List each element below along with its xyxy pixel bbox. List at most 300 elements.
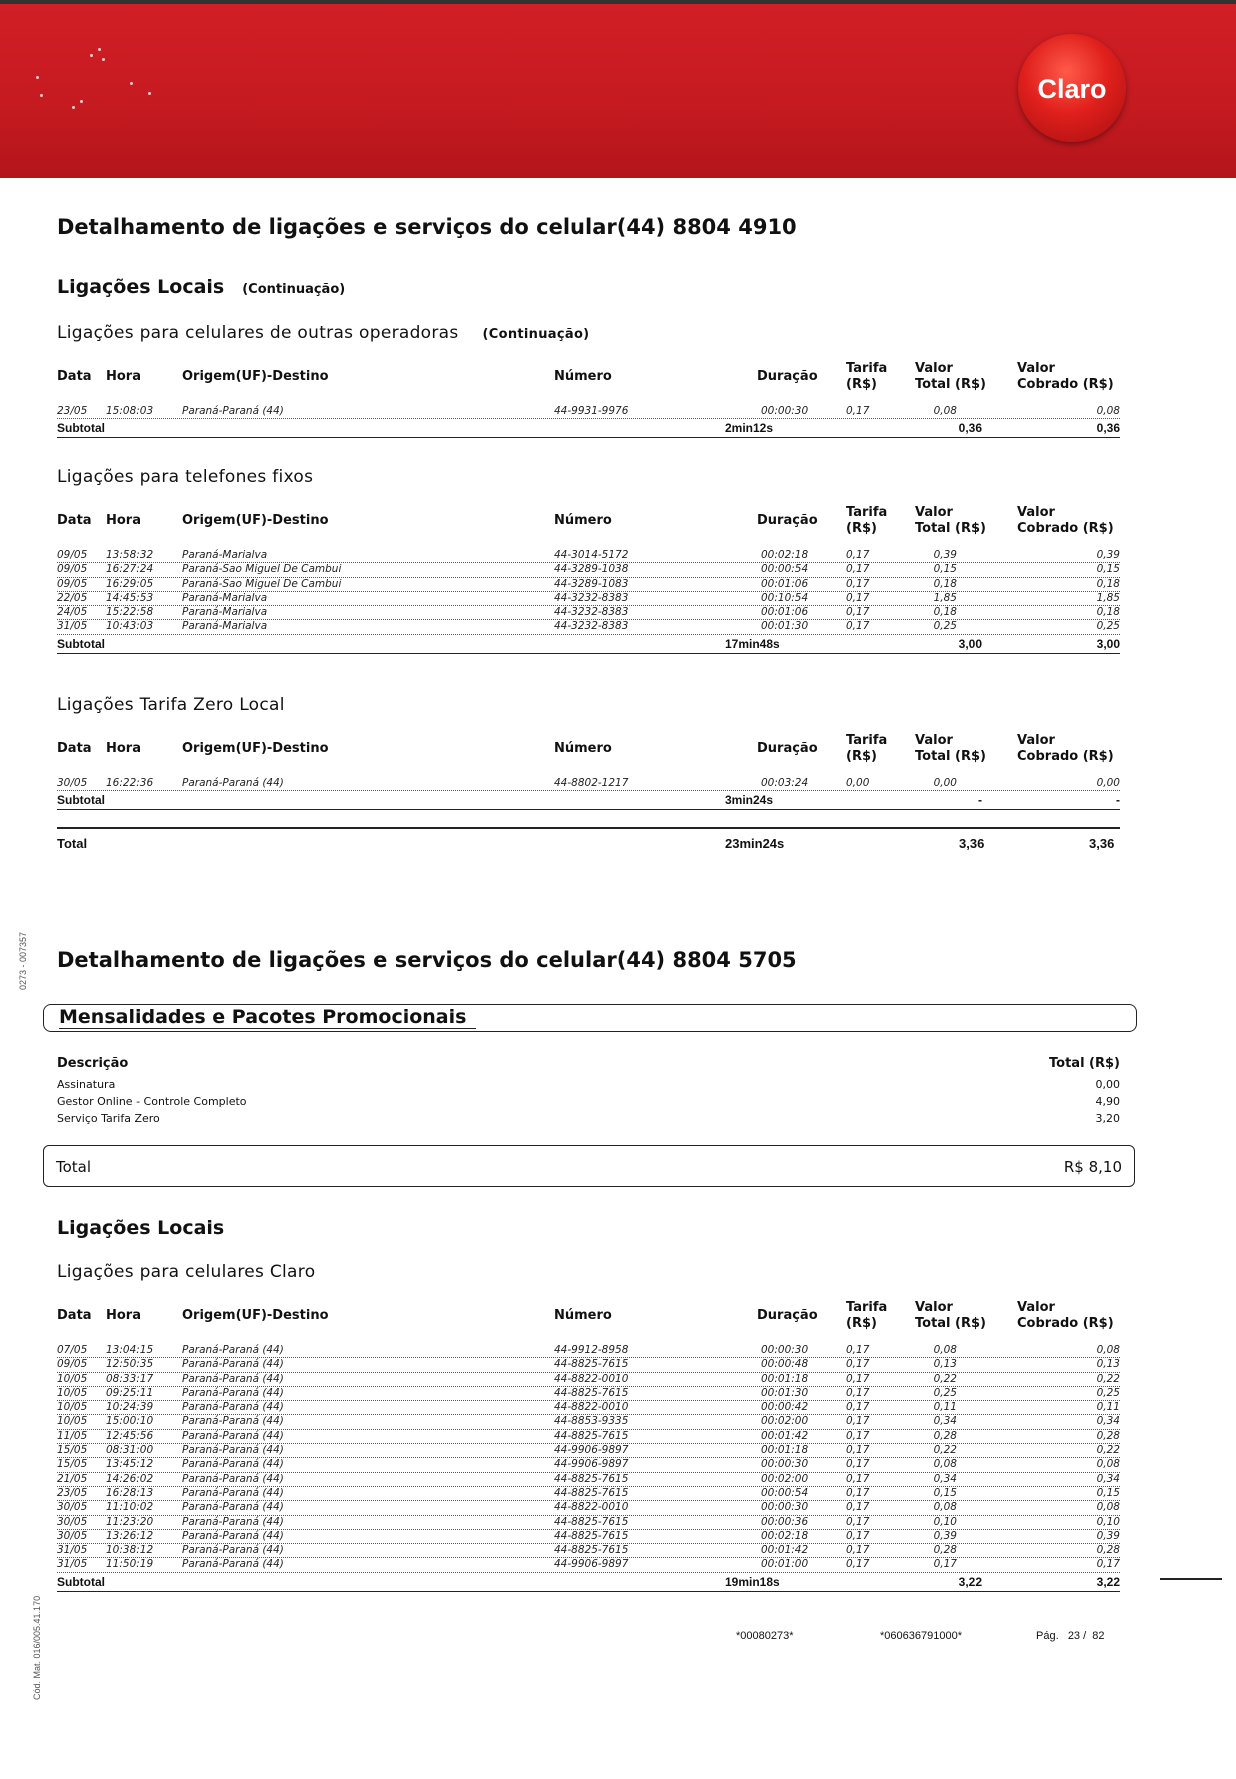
cell-2: Paraná-Paraná (44) — [182, 1344, 284, 1356]
cell-0: 23/05 — [57, 1486, 88, 1499]
section2-locais-title: Ligações Locais — [57, 1217, 225, 1239]
cell-4: 00:00:30 — [761, 1501, 809, 1514]
cell-0: 30/05 — [57, 777, 88, 789]
cell-0: 22/05 — [57, 591, 88, 604]
cell-1: 13:04:15 — [106, 1344, 154, 1356]
cell-2: Paraná-Paraná (44) — [182, 1472, 284, 1485]
cell-5: 0,17 — [846, 620, 870, 633]
cell-2: Paraná-Paraná (44) — [182, 1401, 284, 1414]
cell-1: 13:26:12 — [106, 1529, 154, 1542]
side-code-top: 0273 - 007357 — [18, 931, 28, 990]
item-label: Assinatura — [57, 1078, 116, 1091]
cell-6: 0,34 — [933, 1415, 957, 1428]
col-tarifa: Tarifa (R$) — [846, 361, 888, 392]
item-value: 0,00 — [1095, 1078, 1120, 1091]
claro-logo — [1018, 34, 1126, 142]
cell-1: 08:33:17 — [106, 1372, 154, 1385]
cell-3: 44-9906-9897 — [554, 1444, 629, 1457]
cell-6: 0,22 — [933, 1444, 957, 1457]
mensalidade-item — [57, 1112, 1120, 1129]
cell-5: 0,17 — [846, 606, 870, 619]
cell-2: Paraná-Marialva — [182, 591, 268, 604]
cell-1: 10:43:03 — [106, 620, 154, 633]
table-row — [57, 1516, 1120, 1530]
item-label: Gestor Online - Controle Completo — [57, 1095, 247, 1108]
cell-2: Paraná-Paraná (44) — [182, 1529, 284, 1542]
cell-4: 00:01:42 — [761, 1429, 809, 1442]
cell-5: 0,17 — [846, 1344, 870, 1356]
cell-6: 0,18 — [933, 577, 957, 590]
cell-2: Paraná-Paraná (44) — [182, 1486, 284, 1499]
subtotal-row — [57, 635, 1120, 654]
cell-7: 0,28 — [1096, 1429, 1120, 1442]
total-header: Total (R$) — [1049, 1056, 1120, 1071]
table-row — [57, 578, 1120, 592]
subtotal-cobrado: 3,00 — [1096, 636, 1120, 651]
col-duracao: Duração — [757, 369, 818, 384]
cell-6: 0,13 — [933, 1358, 957, 1371]
mensalidades-box — [43, 1004, 1137, 1032]
cell-7: 0,34 — [1096, 1472, 1120, 1485]
cell-5: 0,17 — [846, 1372, 870, 1385]
cell-6: 0,28 — [933, 1544, 957, 1557]
cell-3: 44-8825-7615 — [554, 1429, 629, 1442]
cell-3: 44-9931-9976 — [554, 405, 629, 417]
cell-0: 11/05 — [57, 1429, 88, 1442]
cell-7: 0,15 — [1096, 1486, 1120, 1499]
col-numero: Número — [554, 369, 612, 384]
section1-title: Detalhamento de ligações e serviços do celular(44) 8804 4910 — [57, 215, 797, 239]
cell-0: 30/05 — [57, 1501, 88, 1514]
decorative-dots — [30, 44, 170, 114]
table-header — [57, 733, 1120, 777]
col-data: Data — [57, 513, 92, 528]
mensalidades-total-value: R$ 8,10 — [1063, 1158, 1122, 1176]
cell-1: 14:26:02 — [106, 1472, 154, 1485]
table-header — [57, 1300, 1120, 1344]
table-row — [57, 1444, 1120, 1458]
cell-1: 15:22:58 — [106, 606, 154, 619]
cell-0: 09/05 — [57, 549, 88, 561]
mensalidade-item — [57, 1078, 1120, 1095]
mensalidades-total-label: Total — [56, 1158, 92, 1176]
table-row — [57, 1358, 1120, 1372]
cell-6: 0,39 — [933, 549, 957, 561]
cell-7: 0,39 — [1096, 549, 1120, 561]
group-title: Ligações para telefones fixos — [57, 467, 314, 487]
mensalidades-header — [57, 1056, 1120, 1078]
cell-7: 0,11 — [1096, 1401, 1120, 1414]
cell-3: 44-3232-8383 — [554, 620, 629, 633]
cell-3: 44-8802-1217 — [554, 777, 629, 789]
cell-2: Paraná-Paraná (44) — [182, 1515, 284, 1528]
cell-3: 44-8825-7615 — [554, 1544, 629, 1557]
total-cobrado: 3,36 — [1089, 836, 1115, 851]
subtotal-cobrado: 0,36 — [1096, 421, 1120, 436]
cell-2: Paraná-Marialva — [182, 549, 268, 561]
cell-0: 30/05 — [57, 1529, 88, 1542]
cell-7: 0,10 — [1096, 1515, 1120, 1528]
cell-5: 0,17 — [846, 1501, 870, 1514]
cell-5: 0,17 — [846, 1415, 870, 1428]
cell-0: 21/05 — [57, 1472, 88, 1485]
cell-0: 30/05 — [57, 1515, 88, 1528]
col-origem: Origem(UF)-Destino — [182, 513, 329, 528]
cell-2: Paraná-Marialva — [182, 620, 268, 633]
cell-0: 24/05 — [57, 606, 88, 619]
cell-0: 10/05 — [57, 1372, 88, 1385]
cell-2: Paraná-Paraná (44) — [182, 777, 284, 789]
subtotal-label: Subtotal — [57, 636, 105, 651]
desc-header: Descrição — [57, 1056, 129, 1071]
col-tarifa: Tarifa (R$) — [846, 505, 888, 536]
footer-code1: *00080273* — [736, 1630, 794, 1642]
subtotal-row — [57, 419, 1120, 438]
cell-7: 0,39 — [1096, 1529, 1120, 1542]
cell-6: 0,08 — [933, 1344, 957, 1356]
cell-3: 44-8825-7615 — [554, 1386, 629, 1399]
cell-4: 00:01:30 — [761, 1386, 809, 1399]
cell-2: Paraná-Sao Miguel De Cambui — [182, 577, 342, 590]
col-data: Data — [57, 369, 92, 384]
cell-5: 0,17 — [846, 1401, 870, 1414]
subtotal-cobrado: - — [1116, 793, 1120, 808]
section2-title: Detalhamento de ligações e serviços do celular(44) 8804 5705 — [57, 948, 797, 972]
cell-1: 11:10:02 — [106, 1501, 154, 1514]
cell-6: 0,00 — [933, 777, 957, 789]
cell-3: 44-8825-7615 — [554, 1472, 629, 1485]
subtotal-duracao: 17min48s — [725, 636, 780, 651]
cell-3: 44-3232-8383 — [554, 606, 629, 619]
group-title: Ligações para celulares de outras operadoras (Continuação) — [57, 323, 590, 343]
cell-3: 44-3232-8383 — [554, 591, 629, 604]
cell-7: 1,85 — [1096, 591, 1120, 604]
col-data: Data — [57, 1308, 92, 1323]
cell-3: 44-3014-5172 — [554, 549, 629, 561]
col-valor-total: Valor Total (R$) — [915, 1300, 986, 1331]
cell-7: 0,00 — [1096, 777, 1120, 789]
col-tarifa: Tarifa (R$) — [846, 1300, 888, 1331]
subtotal-label: Subtotal — [57, 793, 105, 808]
cell-6: 0,08 — [933, 1501, 957, 1514]
cell-6: 0,08 — [933, 405, 957, 417]
side-code-bottom: Cód. Mat. 016/005.41.170 — [32, 1595, 42, 1700]
cell-2: Paraná-Paraná (44) — [182, 1415, 284, 1428]
cell-1: 15:00:10 — [106, 1415, 154, 1428]
header-banner — [0, 4, 1236, 178]
cell-5: 0,17 — [846, 1358, 870, 1371]
col-hora: Hora — [106, 513, 141, 528]
table-row — [57, 549, 1120, 563]
cell-1: 08:31:00 — [106, 1444, 154, 1457]
cell-3: 44-3289-1038 — [554, 563, 629, 576]
total-rule — [57, 827, 1120, 829]
col-valor-cobrado: Valor Cobrado (R$) — [1017, 505, 1114, 536]
total-valor: 3,36 — [959, 836, 985, 851]
cell-2: Paraná-Paraná (44) — [182, 1444, 284, 1457]
col-origem: Origem(UF)-Destino — [182, 1308, 329, 1323]
cell-4: 00:01:18 — [761, 1444, 809, 1457]
table-row — [57, 620, 1120, 634]
cell-0: 09/05 — [57, 563, 88, 576]
cell-0: 09/05 — [57, 1358, 88, 1371]
cell-5: 0,17 — [846, 1529, 870, 1542]
cell-3: 44-8822-0010 — [554, 1401, 629, 1414]
cell-7: 0,17 — [1096, 1558, 1120, 1571]
cell-5: 0,17 — [846, 1444, 870, 1457]
cell-1: 13:58:32 — [106, 549, 154, 561]
cell-0: 10/05 — [57, 1401, 88, 1414]
subtotal-duracao: 19min18s — [725, 1574, 780, 1589]
col-duracao: Duração — [757, 741, 818, 756]
cell-0: 15/05 — [57, 1458, 88, 1471]
mensalidades-list — [57, 1056, 1120, 1129]
cell-3: 44-9912-8958 — [554, 1344, 629, 1356]
cell-6: 0,15 — [933, 563, 957, 576]
footer-code2: *060636791000* — [880, 1630, 962, 1642]
cell-7: 0,08 — [1096, 1501, 1120, 1514]
col-valor-total: Valor Total (R$) — [915, 361, 986, 392]
cell-3: 44-8825-7615 — [554, 1486, 629, 1499]
calls-table — [57, 505, 1120, 654]
col-hora: Hora — [106, 1308, 141, 1323]
col-numero: Número — [554, 741, 612, 756]
table-row — [57, 606, 1120, 620]
subtotal-total: 0,36 — [958, 421, 982, 436]
table-row — [57, 1373, 1120, 1387]
table-row — [57, 1530, 1120, 1544]
cell-4: 00:00:36 — [761, 1515, 809, 1528]
table-row — [57, 1487, 1120, 1501]
subtotal-label: Subtotal — [57, 1574, 105, 1589]
cell-3: 44-8822-0010 — [554, 1372, 629, 1385]
cell-2: Paraná-Paraná (44) — [182, 405, 284, 417]
cell-7: 0,22 — [1096, 1444, 1120, 1457]
cell-4: 00:10:54 — [761, 591, 809, 604]
cell-0: 10/05 — [57, 1415, 88, 1428]
cell-5: 0,17 — [846, 549, 870, 561]
margin-mark — [1160, 1578, 1222, 1580]
col-hora: Hora — [106, 369, 141, 384]
subtotal-duracao: 2min12s — [725, 421, 774, 436]
cell-1: 12:50:35 — [106, 1358, 154, 1371]
total-duracao: 23min24s — [725, 836, 785, 851]
cell-1: 16:27:24 — [106, 563, 154, 576]
subtotal-total: - — [978, 793, 982, 808]
cell-6: 1,85 — [933, 591, 957, 604]
subtotal-label: Subtotal — [57, 421, 105, 436]
cell-2: Paraná-Paraná (44) — [182, 1558, 284, 1571]
cell-5: 0,17 — [846, 1386, 870, 1399]
mensalidades-total-box — [43, 1145, 1135, 1187]
cell-2: Paraná-Marialva — [182, 606, 268, 619]
cell-6: 0,25 — [933, 620, 957, 633]
group-title: Ligações Tarifa Zero Local — [57, 695, 285, 715]
cell-2: Paraná-Paraná (44) — [182, 1458, 284, 1471]
cell-3: 44-8825-7615 — [554, 1358, 629, 1371]
cell-3: 44-9906-9897 — [554, 1558, 629, 1571]
mensalidade-item — [57, 1095, 1120, 1112]
table-header — [57, 505, 1120, 549]
cell-7: 0,18 — [1096, 606, 1120, 619]
subtotal-cobrado: 3,22 — [1096, 1574, 1120, 1589]
cell-1: 16:29:05 — [106, 577, 154, 590]
cell-6: 0,15 — [933, 1486, 957, 1499]
table-row — [57, 1344, 1120, 1358]
cell-5: 0,17 — [846, 563, 870, 576]
col-numero: Número — [554, 513, 612, 528]
cell-4: 00:00:30 — [761, 405, 809, 417]
cell-6: 0,34 — [933, 1472, 957, 1485]
cell-4: 00:01:06 — [761, 606, 809, 619]
table-row — [57, 1558, 1120, 1572]
cell-4: 00:02:18 — [761, 1529, 809, 1542]
cell-4: 00:02:00 — [761, 1472, 809, 1485]
footer-page: Pág. 23 / 82 — [1036, 1630, 1105, 1642]
table-row — [57, 1501, 1120, 1515]
calls-table — [57, 733, 1120, 810]
cell-7: 0,08 — [1096, 405, 1120, 417]
cell-4: 00:03:24 — [761, 777, 809, 789]
item-value: 4,90 — [1095, 1095, 1120, 1108]
section1-locais-title: Ligações Locais (Continuação) — [57, 276, 346, 298]
cell-5: 0,17 — [846, 1558, 870, 1571]
cell-2: Paraná-Paraná (44) — [182, 1372, 284, 1385]
cell-7: 0,13 — [1096, 1358, 1120, 1371]
cell-7: 0,15 — [1096, 563, 1120, 576]
cell-7: 0,25 — [1096, 1386, 1120, 1399]
col-tarifa: Tarifa (R$) — [846, 733, 888, 764]
cell-2: Paraná-Paraná (44) — [182, 1358, 284, 1371]
cell-2: Paraná-Paraná (44) — [182, 1501, 284, 1514]
cell-6: 0,17 — [933, 1558, 957, 1571]
col-hora: Hora — [106, 741, 141, 756]
cell-6: 0,22 — [933, 1372, 957, 1385]
logo-text: Claro — [1037, 74, 1107, 104]
cell-1: 13:45:12 — [106, 1458, 154, 1471]
cell-7: 0,22 — [1096, 1372, 1120, 1385]
cell-4: 00:01:42 — [761, 1544, 809, 1557]
cell-4: 00:01:06 — [761, 577, 809, 590]
cell-5: 0,17 — [846, 1486, 870, 1499]
table-row — [57, 1387, 1120, 1401]
table-row — [57, 1458, 1120, 1472]
col-data: Data — [57, 741, 92, 756]
cell-1: 16:28:13 — [106, 1486, 154, 1499]
cell-5: 0,17 — [846, 1515, 870, 1528]
cell-1: 11:23:20 — [106, 1515, 154, 1528]
table-row — [57, 563, 1120, 577]
cell-5: 0,17 — [846, 1458, 870, 1471]
cell-5: 0,17 — [846, 591, 870, 604]
subtotal-total: 3,00 — [958, 636, 982, 651]
cell-1: 14:45:53 — [106, 591, 154, 604]
group-title: Ligações para celulares Claro — [57, 1262, 316, 1282]
mensalidades-title: Mensalidades e Pacotes Promocionais — [59, 1006, 476, 1029]
cell-3: 44-8822-0010 — [554, 1501, 629, 1514]
table-row — [57, 1430, 1120, 1444]
table-row — [57, 405, 1120, 419]
cell-5: 0,17 — [846, 577, 870, 590]
cell-4: 00:00:54 — [761, 563, 809, 576]
calls-table — [57, 361, 1120, 438]
cell-7: 0,25 — [1096, 620, 1120, 633]
cell-0: 31/05 — [57, 1544, 88, 1557]
subtotal-duracao: 3min24s — [725, 793, 774, 808]
table-row — [57, 1401, 1120, 1415]
cell-0: 09/05 — [57, 577, 88, 590]
cell-4: 00:00:42 — [761, 1401, 809, 1414]
col-origem: Origem(UF)-Destino — [182, 741, 329, 756]
cell-4: 00:01:30 — [761, 620, 809, 633]
cell-4: 00:02:00 — [761, 1415, 809, 1428]
cell-4: 00:01:18 — [761, 1372, 809, 1385]
cell-5: 0,00 — [846, 777, 870, 789]
cell-6: 0,08 — [933, 1458, 957, 1471]
cell-5: 0,17 — [846, 1472, 870, 1485]
col-duracao: Duração — [757, 1308, 818, 1323]
table-header — [57, 361, 1120, 405]
cell-1: 15:08:03 — [106, 405, 154, 417]
table-row — [57, 1473, 1120, 1487]
cell-0: 10/05 — [57, 1386, 88, 1399]
cell-4: 00:00:30 — [761, 1344, 809, 1356]
table-row — [57, 777, 1120, 791]
cell-2: Paraná-Paraná (44) — [182, 1544, 284, 1557]
cell-3: 44-9906-9897 — [554, 1458, 629, 1471]
col-valor-total: Valor Total (R$) — [915, 733, 986, 764]
item-value: 3,20 — [1095, 1112, 1120, 1125]
cell-1: 10:24:39 — [106, 1401, 154, 1414]
cell-7: 0,08 — [1096, 1458, 1120, 1471]
cell-0: 15/05 — [57, 1444, 88, 1457]
cell-7: 0,18 — [1096, 577, 1120, 590]
cell-1: 10:38:12 — [106, 1544, 154, 1557]
col-numero: Número — [554, 1308, 612, 1323]
cell-5: 0,17 — [846, 405, 870, 417]
cell-6: 0,11 — [933, 1401, 957, 1414]
cell-6: 0,39 — [933, 1529, 957, 1542]
col-origem: Origem(UF)-Destino — [182, 369, 329, 384]
col-valor-cobrado: Valor Cobrado (R$) — [1017, 733, 1114, 764]
col-valor-total: Valor Total (R$) — [915, 505, 986, 536]
col-valor-cobrado: Valor Cobrado (R$) — [1017, 1300, 1114, 1331]
cell-3: 44-8853-9335 — [554, 1415, 629, 1428]
cell-2: Paraná-Paraná (44) — [182, 1429, 284, 1442]
cell-2: Paraná-Sao Miguel De Cambui — [182, 563, 342, 576]
cell-7: 0,34 — [1096, 1415, 1120, 1428]
cell-4: 00:02:18 — [761, 549, 809, 561]
cell-1: 16:22:36 — [106, 777, 154, 789]
table-row — [57, 592, 1120, 606]
cell-6: 0,10 — [933, 1515, 957, 1528]
cell-1: 09:25:11 — [106, 1386, 154, 1399]
cell-6: 0,28 — [933, 1429, 957, 1442]
cell-4: 00:00:30 — [761, 1458, 809, 1471]
cell-4: 00:01:00 — [761, 1558, 809, 1571]
cell-5: 0,17 — [846, 1429, 870, 1442]
cell-3: 44-8825-7615 — [554, 1529, 629, 1542]
col-valor-cobrado: Valor Cobrado (R$) — [1017, 361, 1114, 392]
cell-3: 44-8825-7615 — [554, 1515, 629, 1528]
table-row — [57, 1415, 1120, 1429]
cell-7: 0,28 — [1096, 1544, 1120, 1557]
cell-5: 0,17 — [846, 1544, 870, 1557]
cell-0: 31/05 — [57, 620, 88, 633]
cell-3: 44-3289-1083 — [554, 577, 629, 590]
cell-1: 12:45:56 — [106, 1429, 154, 1442]
subtotal-row — [57, 1573, 1120, 1592]
